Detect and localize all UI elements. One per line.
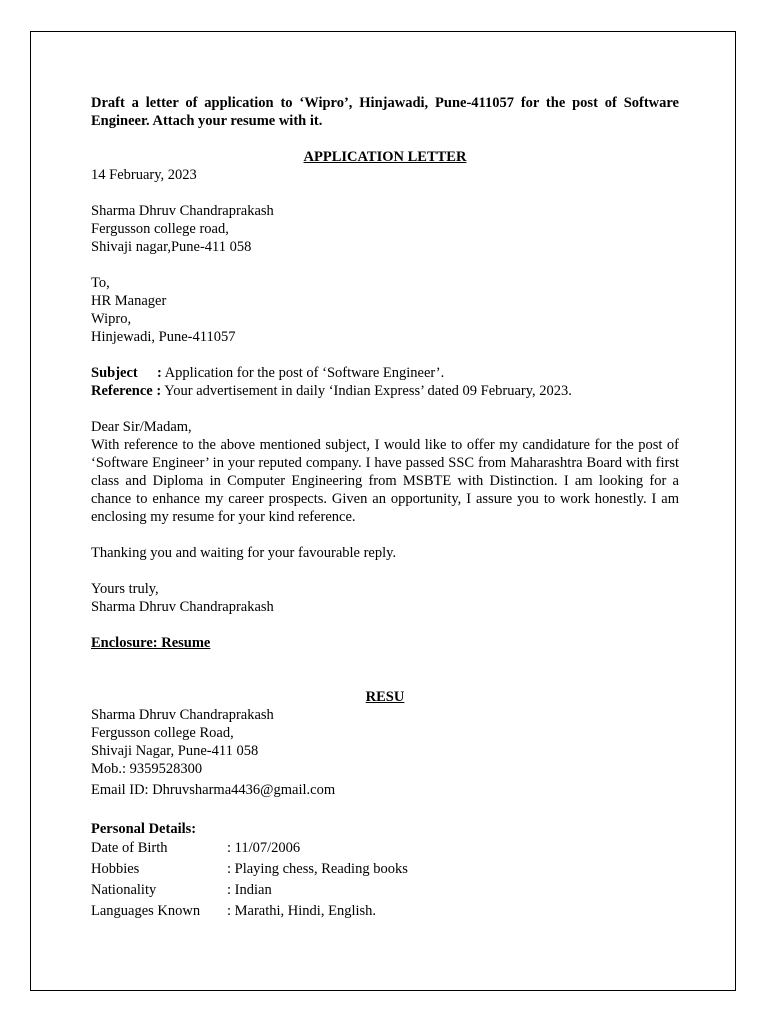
detail-value: : 11/07/2006 [227, 840, 301, 856]
letter-body: With reference to the above mentioned subject, I would like to offer my candidature for the post of ‘Software Engineer’ in your reputed company. I have passed SSC from Maharashtra Board with first class and Diploma in Computer Engineering from MSBTE with Distinction. I am looking for a chance to enhance my career prospects. Given an opportunity, I assure you to work honestly. I am enclosing my resume for your kind reference. [91, 437, 679, 525]
sender-line: Fergusson college road, [91, 221, 229, 237]
contact-email: Email ID: Dhruvsharma4436@gmail.com [91, 782, 336, 798]
enclosure-note: Enclosure: Resume [91, 635, 211, 651]
contact-line: Mob.: 9359528300 [91, 761, 203, 777]
sign-off: Yours truly, [91, 581, 159, 597]
reference-label: Reference : [91, 383, 162, 399]
closing-line: Thanking you and waiting for your favourable reply. [91, 545, 397, 561]
detail-label: Nationality [91, 882, 157, 898]
detail-value: : Indian [227, 882, 272, 898]
document-content [91, 94, 679, 922]
contact-line: Fergusson college Road, [91, 725, 234, 741]
resume-contact [91, 706, 679, 799]
subject-text: Application for the post of ‘Software Engineer’. [161, 365, 445, 381]
letter-date: 14 February, 2023 [91, 167, 197, 183]
detail-row [91, 859, 679, 880]
reference-text: Your advertisement in daily ‘Indian Express’ dated 09 February, 2023. [161, 383, 572, 399]
recipient-line: Hinjewadi, Pune-411057 [91, 329, 236, 345]
subject-line [91, 364, 679, 382]
recipient-line: Wipro, [91, 311, 132, 327]
contact-line: Sharma Dhruv Chandraprakash [91, 707, 274, 723]
subject-colon: : [157, 365, 162, 381]
recipient-line: HR Manager [91, 293, 167, 309]
detail-row [91, 880, 679, 901]
resume-heading: RESU [365, 689, 405, 705]
contact-line: Shivaji Nagar, Pune-411 058 [91, 743, 259, 759]
document-page [30, 31, 736, 991]
sender-address [91, 202, 679, 256]
recipient-address [91, 292, 679, 346]
personal-details-table [91, 838, 679, 922]
detail-value: : Marathi, Hindi, English. [227, 903, 377, 919]
personal-details-heading: Personal Details: [91, 821, 197, 837]
subject-label: Subject [91, 365, 138, 381]
sender-line: Shivaji nagar,Pune-411 058 [91, 239, 252, 255]
detail-row [91, 838, 679, 859]
letter-heading: APPLICATION LETTER [303, 149, 467, 165]
signature: Sharma Dhruv Chandraprakash [91, 599, 274, 615]
detail-value: : Playing chess, Reading books [227, 861, 408, 877]
reference-line [91, 382, 679, 400]
sender-line: Sharma Dhruv Chandraprakash [91, 203, 274, 219]
detail-label: Hobbies [91, 861, 140, 877]
detail-row [91, 901, 679, 922]
detail-label: Date of Birth [91, 840, 168, 856]
to-label: To, [91, 275, 110, 291]
task-instruction: Draft a letter of application to ‘Wipro’, Hinjawadi, Pune-411057 for the post of Software Engineer. Attach your resume with it. [91, 95, 679, 129]
detail-label: Languages Known [91, 903, 201, 919]
salutation: Dear Sir/Madam, [91, 419, 192, 435]
